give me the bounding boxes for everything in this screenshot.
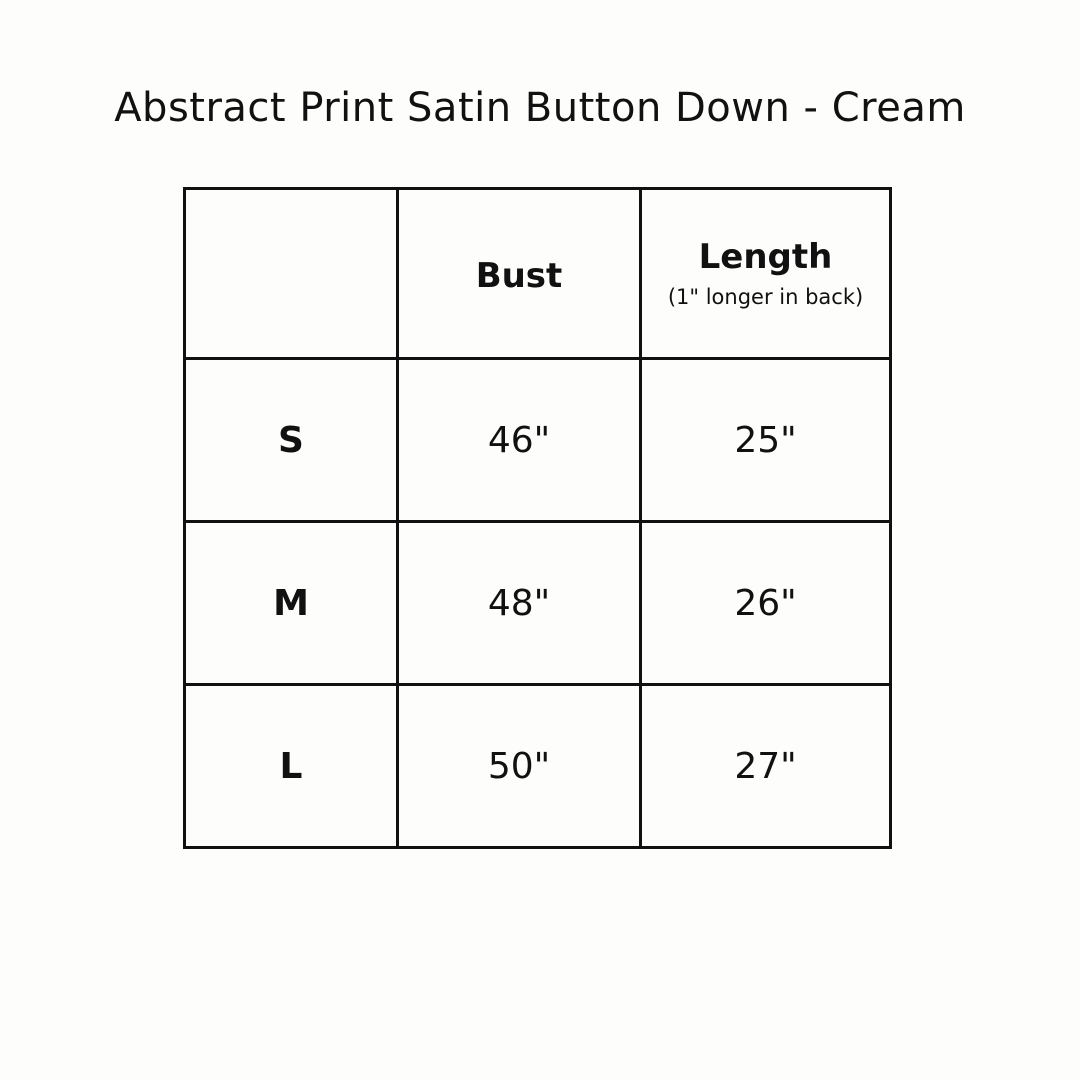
size-label-cell: M bbox=[185, 522, 398, 685]
length-value-cell: 25" bbox=[641, 359, 891, 522]
table-row bbox=[185, 522, 891, 685]
header-cell-length bbox=[641, 189, 891, 359]
length-value-cell: 27" bbox=[641, 685, 891, 848]
length-header-label: Length bbox=[698, 236, 833, 277]
size-label-cell: S bbox=[185, 359, 398, 522]
bust-value-cell: 50" bbox=[398, 685, 641, 848]
header-row bbox=[185, 189, 891, 359]
size-chart-table bbox=[183, 187, 892, 849]
table-row bbox=[185, 685, 891, 848]
length-header-note: (1" longer in back) bbox=[667, 284, 864, 309]
corner-cell bbox=[185, 189, 398, 359]
bust-header-label: Bust bbox=[475, 255, 563, 296]
header-cell-bust bbox=[398, 189, 641, 359]
table-row bbox=[185, 359, 891, 522]
size-label-cell: L bbox=[185, 685, 398, 848]
length-value-cell: 26" bbox=[641, 522, 891, 685]
bust-value-cell: 46" bbox=[398, 359, 641, 522]
bust-value-cell: 48" bbox=[398, 522, 641, 685]
page-title: Abstract Print Satin Button Down - Cream bbox=[114, 85, 966, 131]
